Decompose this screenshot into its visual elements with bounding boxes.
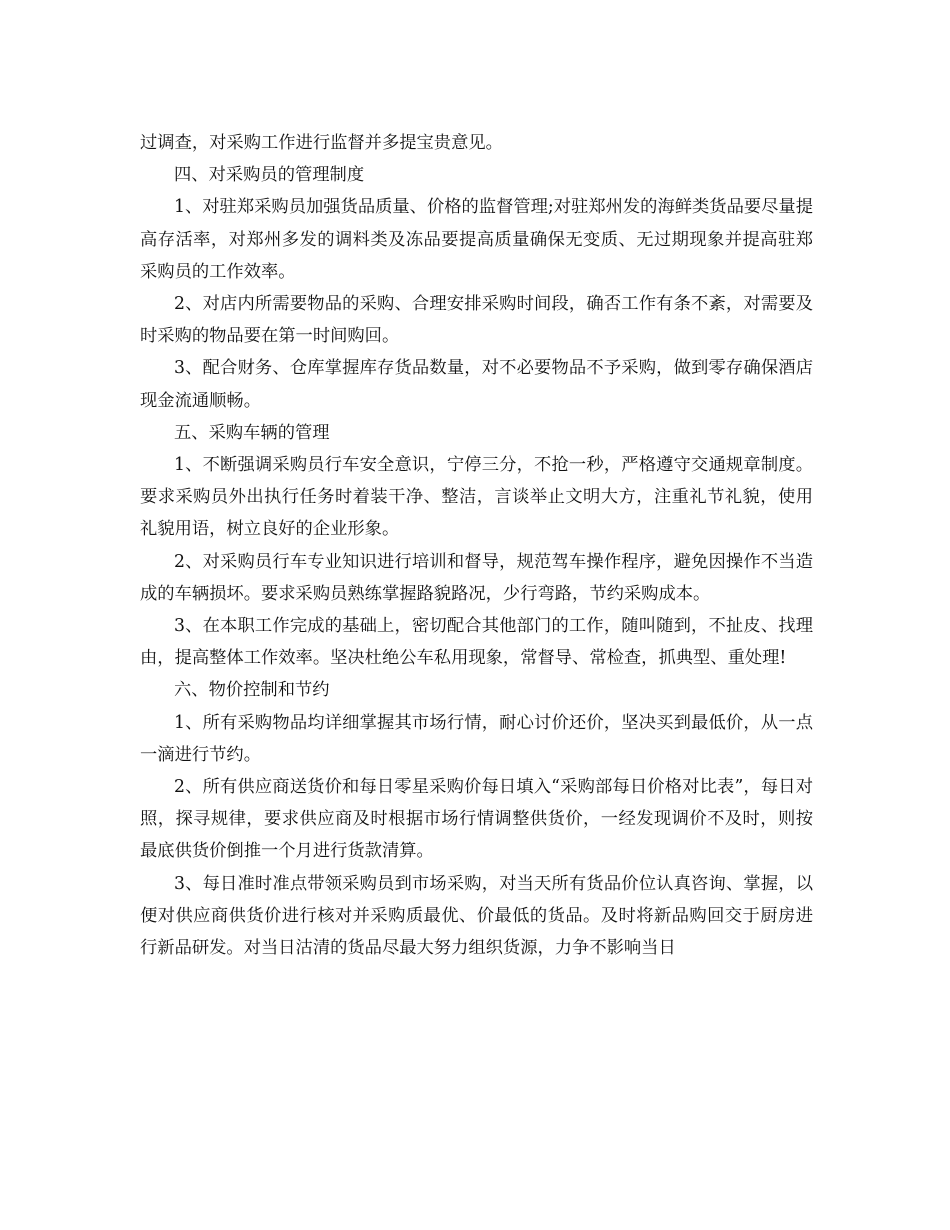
paragraph-4-3: 3、配合财务、仓库掌握库存货品数量，对不必要物品不予采购，做到零存确保酒店现金流通顺畅。 bbox=[140, 358, 813, 411]
paragraph-6-2: 2、所有供应商送货价和每日零星采购价每日填入“采购部每日价格对比表”，每日对照，探寻规律，要求供应商及时根据市场行情调整供货价，一经发现调价不及时，则按最底供货价倒推一个月进行货款清算。 bbox=[140, 777, 813, 862]
document-page bbox=[140, 127, 813, 964]
paragraph-5-3: 3、在本职工作完成的基础上，密切配合其他部门的工作，随叫随到，不扯皮、找理由，提高整体工作效率。坚决杜绝公车私用现象，常督导、常检查，抓典型、重处理! bbox=[140, 616, 813, 669]
section-heading-6: 六、物价控制和节约 bbox=[174, 680, 330, 701]
paragraph-5-2: 2、对采购员行车专业知识进行培训和督导，规范驾车操作程序，避免因操作不当造成的车辆损坏。要求采购员熟练掌握路貌路况，少行弯路，节约采购成本。 bbox=[140, 551, 813, 604]
paragraph-4-1: 1、对驻郑采购员加强货品质量、价格的监督管理;对驻郑州发的海鲜类货品要尽量提高存活率，对郑州多发的调料类及冻品要提高质量确保无变质、无过期现象并提高驻郑采购员的工作效率。 bbox=[140, 197, 813, 282]
paragraph-6-1: 1、所有采购物品均详细掌握其市场行情，耐心讨价还价，坚决买到最低价，从一点一滴进行节约。 bbox=[140, 712, 813, 765]
paragraph-continuation: 过调查，对采购工作进行监督并多提宝贵意见。 bbox=[140, 133, 503, 153]
section-heading-5: 五、采购车辆的管理 bbox=[174, 422, 330, 443]
paragraph-4-2: 2、对店内所需要物品的采购、合理安排采购时间段，确否工作有条不紊，对需要及时采购的物品要在第一时间购回。 bbox=[140, 294, 813, 347]
paragraph-6-3: 3、每日准时准点带领采购员到市场采购，对当天所有货品价位认真咨询、掌握，以便对供应商供货价进行核对并采购质最优、价最低的货品。及时将新品购回交于厨房进行新品研发。对当日沽清的货品尽最大努力组织货源，力争不影响当日 bbox=[140, 873, 813, 959]
section-heading-4: 四、对采购员的管理制度 bbox=[174, 165, 365, 186]
paragraph-5-1: 1、不断强调采购员行车安全意识，宁停三分，不抢一秒，严格遵守交通规章制度。要求采购员外出执行任务时着装干净、整洁，言谈举止文明大方，注重礼节礼貌，使用礼貌用语，树立良好的企业形象。 bbox=[140, 455, 813, 540]
